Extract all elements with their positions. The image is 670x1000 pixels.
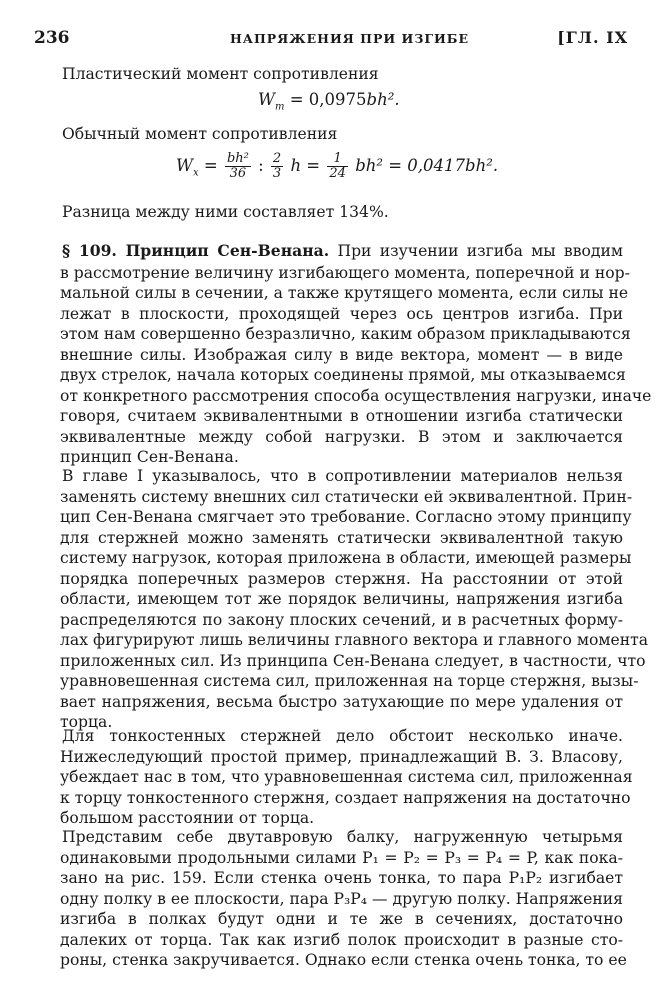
p1-line: принцип Сен-Венана.: [60, 448, 239, 466]
p2-line: вает напряжения, весьма быстро затухающие по мере удаления от: [60, 692, 623, 711]
formula2-rhs: bh² = 0,0417bh².: [355, 156, 499, 175]
p2-line: уравновешенная система сил, приложенная на торце стержня, вызы-: [60, 672, 639, 690]
p4-line: зано на рис. 159. Если стенка очень тонка, то пара P₁P₂ изгибает: [60, 869, 623, 887]
formula1-lhs-sub: т: [274, 101, 285, 113]
p3-line: Нижеследующий простой пример, принадлежащий В. З. Власову,: [60, 747, 623, 766]
elastic-modulus-label: Обычный момент сопротивления: [62, 125, 338, 143]
formula-plastic-modulus: [258, 90, 400, 112]
frac2-den: 3: [272, 166, 282, 181]
p2-line: для стержней можно заменять статически эквивалентной такую: [60, 528, 623, 547]
p3-line: Для тонкостенных стержней дело обстоит несколько иначе.: [62, 727, 623, 745]
frac3-num: 1: [327, 152, 348, 167]
formula-elastic-modulus: $W_x$ = $\frac{\text{bh²}}{36}$ : $\frac{2}{3}$ h = $\frac{1}{24}$ bh² = 0,0417bh².: [176, 151, 499, 181]
p2-line: лах фигурируют лишь величины главного вектора и главного момента: [60, 631, 649, 649]
page-number: 236: [34, 28, 70, 48]
p2-line: В главе I указывалось, что в сопротивлении материалов нельзя: [62, 467, 623, 485]
frac2-num: 2: [272, 151, 282, 166]
fraction-1-over-24: [327, 152, 348, 181]
p4-line: роны, стенка закручивается. Однако если стенка очень тонка, то ее: [60, 951, 627, 969]
p3-line: большом расстоянии от торца.: [60, 809, 315, 827]
p4-line: далеких от торца. Так как изгиб полок происходит в разные сто-: [60, 930, 623, 949]
frac1-num: bh²: [226, 151, 249, 166]
formula2-lhs: W: [176, 156, 193, 175]
plastic-modulus-label: Пластический момент сопротивления: [62, 65, 379, 83]
fraction-bh2-over-36: [225, 152, 251, 181]
p1-line: внешние силы. Изображая силу в виде вектора, момент — в виде: [60, 345, 623, 364]
p1-line: лежат в плоскости, проходящей через ось центров изгиба. При: [60, 304, 623, 323]
p2-line: систему нагрузок, которая приложена в области, имеющей размеры: [60, 549, 632, 567]
p3-line: к торцу тонкостенного стержня, создает напряжения на достаточно: [60, 788, 631, 807]
p2-line: распределяются по закону плоских сечений, и в расчетных форму-: [60, 610, 623, 629]
p1-line: эквивалентные между собой нагрузки. В этом и заключается: [60, 427, 623, 446]
p4-line: одинаковыми продольными силами P₁ = P₂ = P₃ = P₄ = P, как пока-: [60, 848, 623, 867]
p2-line: приложенных сил. Из принципа Сен-Венана следует, в частности, что: [60, 651, 646, 670]
p1-line: говоря, считаем эквивалентными в отношении изгиба статически: [60, 407, 623, 425]
formula1-lhs: W: [258, 90, 275, 109]
section-first-line: [62, 241, 623, 261]
frac1-den: 36: [229, 166, 247, 181]
p1-line: этом нам совершенно безразлично, каким образом прикладываются: [60, 325, 631, 343]
fraction-2-over-3: [271, 152, 283, 181]
p3-line: убеждает нас в том, что уравновешенная система сил, приложенная: [60, 768, 633, 786]
frac3-den: 24: [329, 166, 346, 181]
p2-line: порядка поперечных размеров стержня. На расстоянии от этой: [60, 569, 623, 588]
p4-line: одну полку в ее плоскости, пара P₃P₄ — другую полку. Напряжения: [60, 889, 623, 908]
section-p1-line-0: При изучении изгиба мы вводим: [337, 242, 623, 260]
section-heading: § 109. Принцип Сен-Венана.: [62, 241, 330, 260]
page-header: [34, 28, 628, 52]
formula2-lhs-sub: x: [192, 167, 199, 179]
formula2-colon: :: [258, 156, 264, 175]
p4-line: изгиба в полках будут одни и те же в сечениях, достаточно: [60, 910, 623, 928]
formula1-tail: bh².: [366, 90, 400, 109]
p1-line: двух стрелок, начала которых соединены прямой, мы отказываемся: [60, 366, 626, 384]
chapter-label: [ГЛ. IX: [557, 28, 628, 47]
p4-line: Представим себе двутавровую балку, нагруженную четырьмя: [62, 828, 623, 846]
p1-line: от конкретного рассмотрения способа осуществления нагрузки, иначе: [60, 386, 652, 405]
running-title: НАПРЯЖЕНИЯ ПРИ ИЗГИБЕ: [230, 31, 469, 46]
p2-line: области, имеющем тот же порядок величины, напряжения изгиба: [60, 590, 623, 608]
formula1-rhs: = 0,0975: [289, 90, 367, 109]
difference-sentence: Разница между ними составляет 134%.: [62, 203, 389, 221]
p1-line: в рассмотрение величину изгибающего момента, поперечной и нор-: [60, 263, 630, 282]
p2-line: заменять систему внешних сил статически ей эквивалентной. Прин-: [60, 487, 633, 506]
p2-line: торца.: [60, 713, 113, 731]
p2-line: цип Сен-Венана смягчает это требование. Согласно этому принципу: [60, 508, 632, 526]
formula2-mid: h =: [290, 156, 321, 175]
p1-line: мальной силы в сечении, а также крутящего момента, если силы не: [60, 284, 629, 302]
